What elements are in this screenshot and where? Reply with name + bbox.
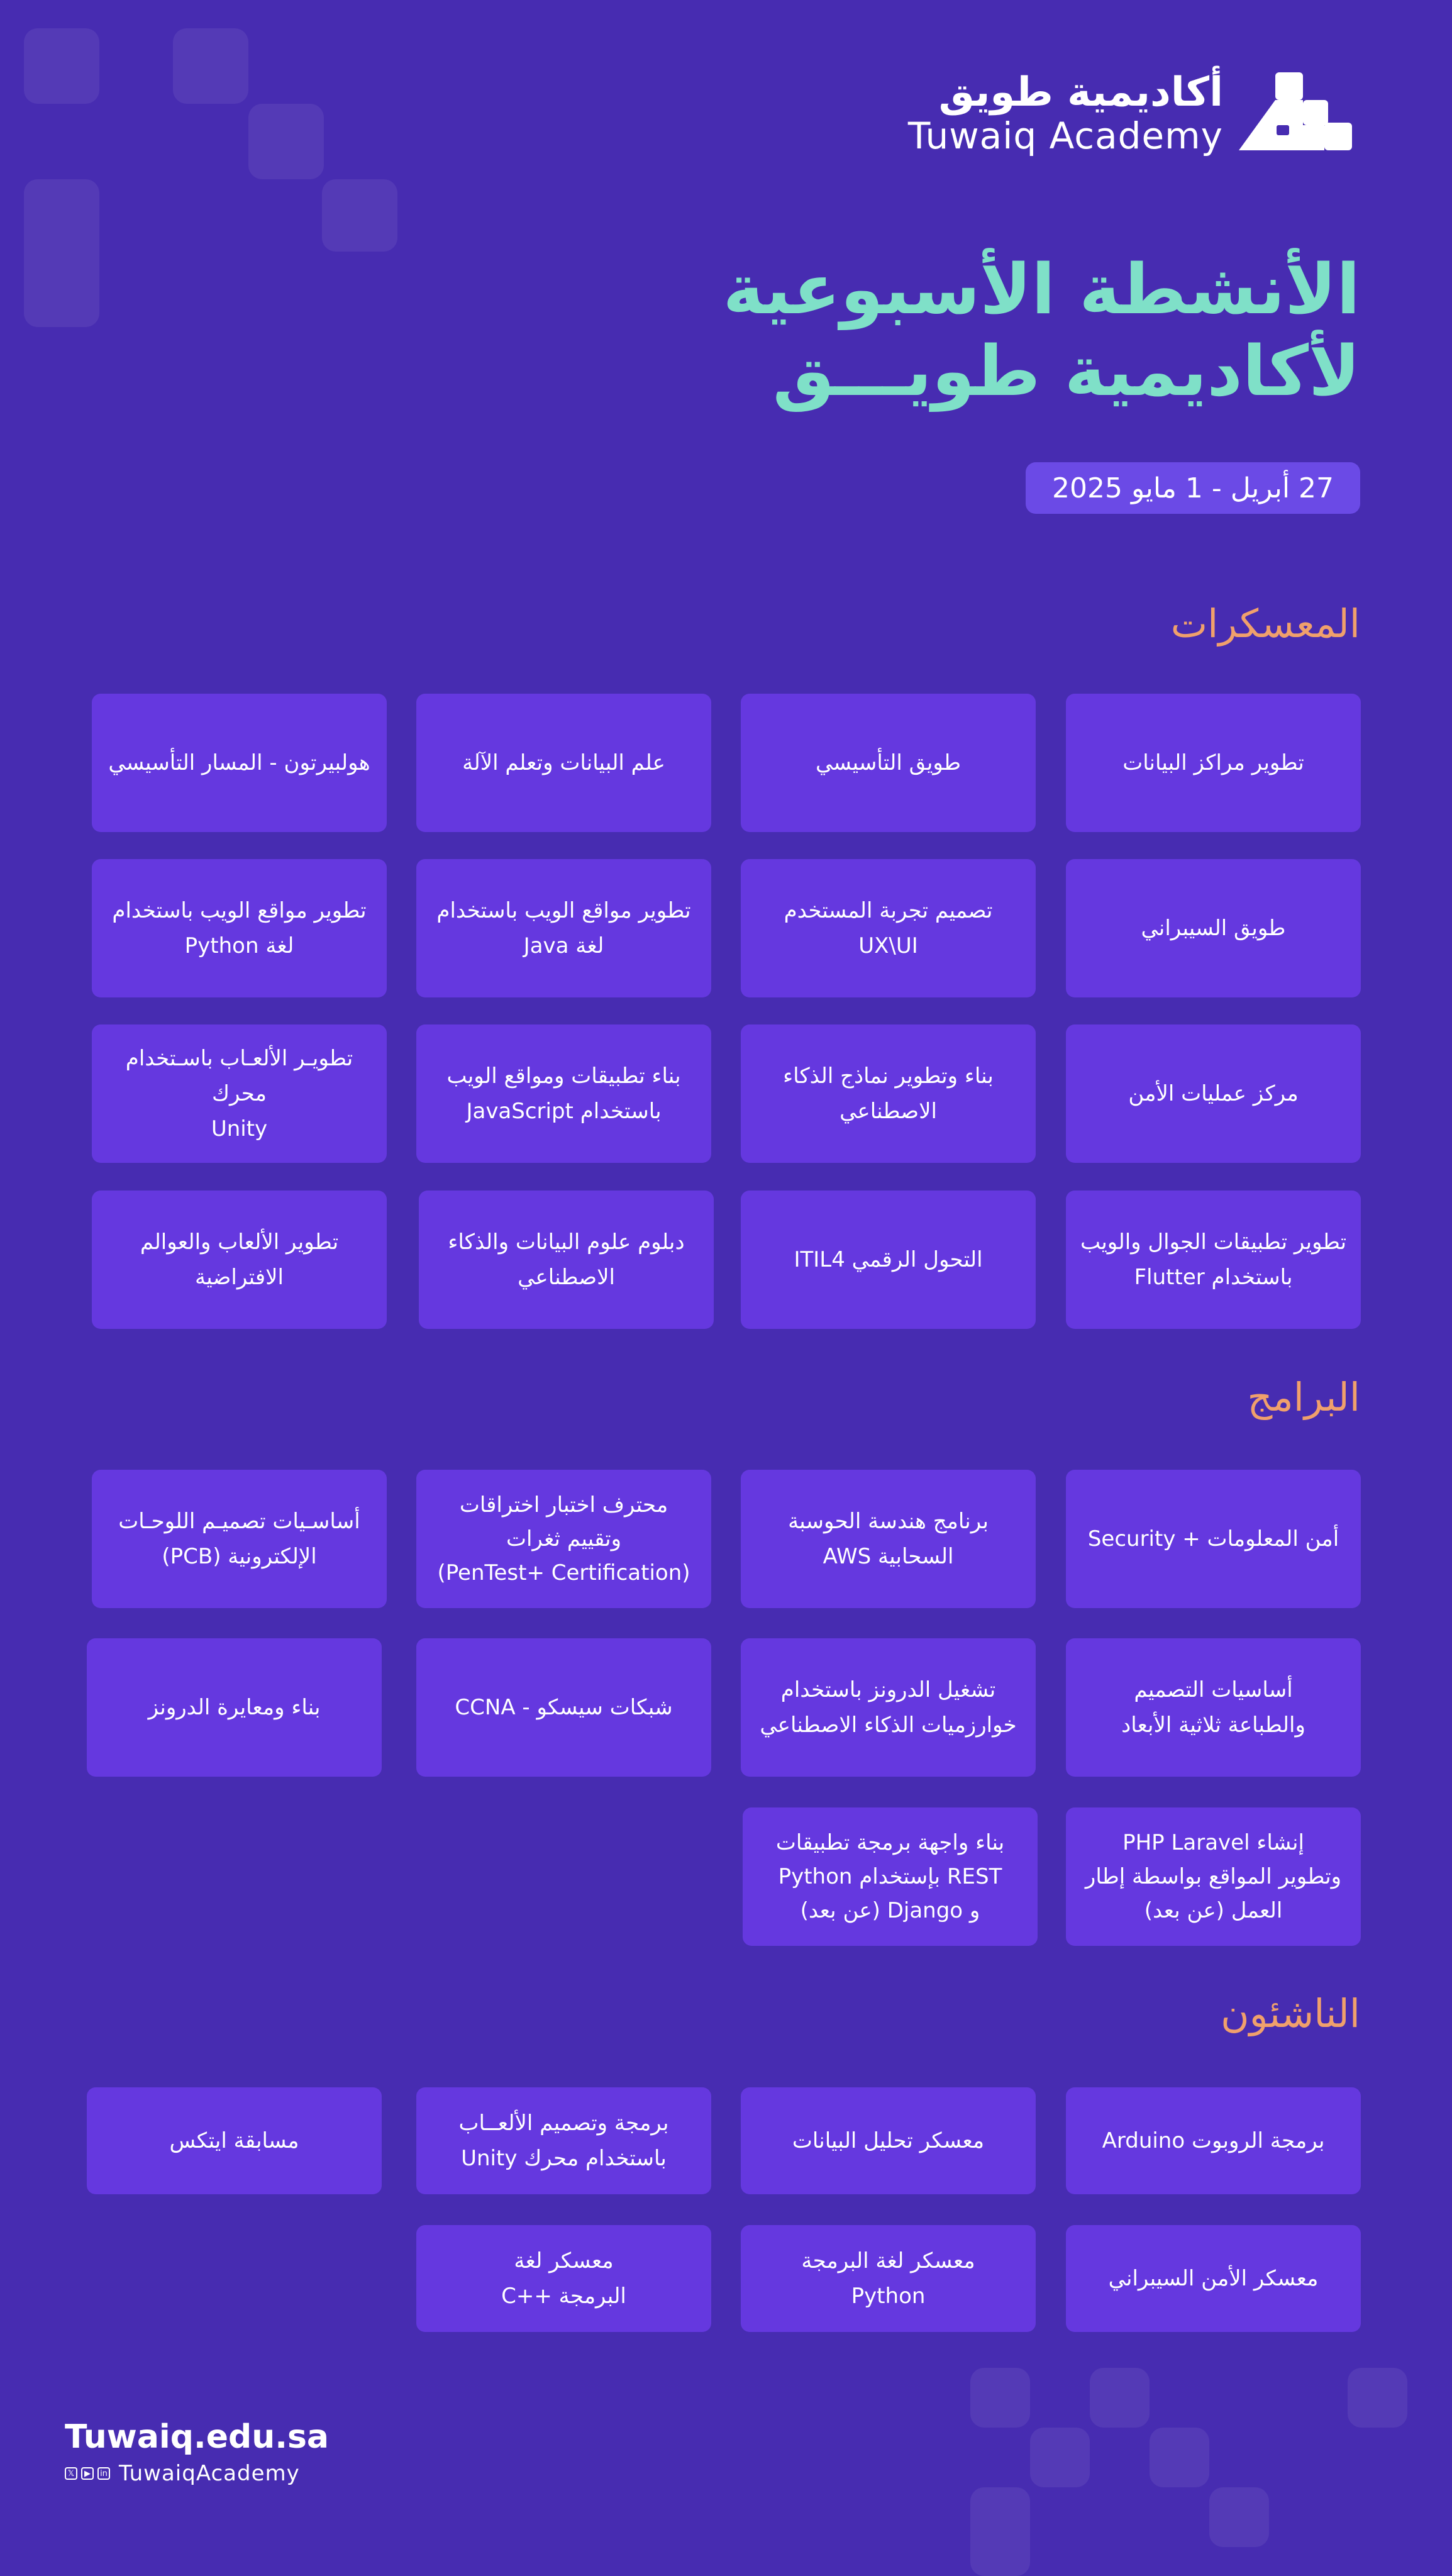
section-title-programs: البرامج xyxy=(1247,1374,1360,1420)
bootcamp-card[interactable]: علم البيانات وتعلم الآلة xyxy=(416,694,711,832)
bootcamp-card[interactable]: بناء وتطوير نماذج الذكاء الاصطناعي xyxy=(741,1024,1036,1163)
footer-social xyxy=(65,2461,300,2486)
youth-card[interactable]: معسكر تحليل البيانات xyxy=(741,2087,1036,2194)
program-card[interactable]: أساسـيات تصميـم اللوحـات الإلكترونية (PCB) xyxy=(92,1470,387,1608)
program-card[interactable]: بناء واجهة برمجة تطبيقات REST بإستخدام Python و Django (عن بعد) xyxy=(743,1807,1038,1946)
bootcamp-card[interactable]: هولبيرتون - المسار التأسيسي xyxy=(92,694,387,832)
program-card[interactable]: إنشاء PHP Laravel وتطوير المواقع بواسطة إطار العمل (عن بعد) xyxy=(1066,1807,1361,1946)
bootcamp-card[interactable]: دبلوم علوم البيانات والذكاء الاصطناعي xyxy=(419,1191,714,1329)
logo-arabic-text: أكاديمية طويق xyxy=(938,69,1223,116)
youth-card[interactable]: برمجة الروبوت Arduino xyxy=(1066,2087,1361,2194)
x-icon[interactable]: 𝕏 xyxy=(65,2467,77,2480)
bootcamp-card[interactable]: تطوير تطبيقات الجوال والويب باستخدام Flutter xyxy=(1066,1191,1361,1329)
footer-website-link[interactable]: Tuwaiq.edu.sa xyxy=(65,2418,330,2456)
bootcamp-card[interactable]: التحول الرقمي ITIL4 xyxy=(741,1191,1036,1329)
bootcamp-card[interactable]: بناء تطبيقات ومواقع الويب باستخدام JavaScript xyxy=(416,1024,711,1163)
bootcamp-card[interactable]: تطوير مواقع الويب باستخدام لغة Python xyxy=(92,859,387,997)
program-card[interactable]: أساسيات التصميم والطباعة ثلاثية الأبعاد xyxy=(1066,1638,1361,1777)
bootcamp-card[interactable]: تطوير مواقع الويب باستخدام لغة Java xyxy=(416,859,711,997)
bootcamp-card[interactable]: تطوير مراكز البيانات xyxy=(1066,694,1361,832)
program-card[interactable]: محترف اختبار اختراقات وتقييم ثغرات (PenTest+ Certification) xyxy=(416,1470,711,1608)
youth-card[interactable]: معسكر الأمن السيبراني xyxy=(1066,2225,1361,2332)
youth-card[interactable]: معسكر لغة البرمجة ++C xyxy=(416,2225,711,2332)
youth-card[interactable]: برمجة وتصميم الألعــاب باستخدام محرك Unity xyxy=(416,2087,711,2194)
youtube-icon[interactable]: ▶ xyxy=(81,2467,94,2480)
title-line-2: لأكاديمية طويـــق xyxy=(772,331,1360,411)
program-card[interactable]: بناء ومعايرة الدرونز xyxy=(87,1638,382,1777)
bootcamp-card[interactable]: تصميم تجربة المستخدم UX\UI xyxy=(741,859,1036,997)
bootcamp-card[interactable]: طويق التأسيسي xyxy=(741,694,1036,832)
bootcamp-card[interactable]: تطويـر الألعـاب باسـتخدام محرك Unity xyxy=(92,1024,387,1163)
program-card[interactable]: برنامج هندسة الحوسبة السحابية AWS xyxy=(741,1470,1036,1608)
section-title-bootcamps: المعسكرات xyxy=(1170,601,1360,647)
program-card[interactable]: تشغيل الدرونز باستخدام خوارزميات الذكاء الاصطناعي xyxy=(741,1638,1036,1777)
date-badge: 27 أبريل - 1 مايو 2025 xyxy=(1026,462,1360,514)
footer-social-handle[interactable]: TuwaiqAcademy xyxy=(119,2461,300,2486)
page-title xyxy=(723,248,1360,412)
youth-card[interactable]: مسابقة ايتكس xyxy=(87,2087,382,2194)
bootcamp-card[interactable]: تطوير الألعاب والعوالم الافتراضية xyxy=(92,1191,387,1329)
bootcamp-card[interactable]: طويق السيبراني xyxy=(1066,859,1361,997)
linkedin-icon[interactable]: in xyxy=(97,2467,110,2480)
logo-english-text: Tuwaiq Academy xyxy=(907,114,1223,157)
bootcamp-card[interactable]: مركز عمليات الأمن xyxy=(1066,1024,1361,1163)
title-line-1: الأنشطة الأسبوعية xyxy=(723,249,1360,330)
program-card[interactable]: شبكات سيسكو - CCNA xyxy=(416,1638,711,1777)
tuwaiq-mark-icon xyxy=(1239,72,1352,154)
program-card[interactable]: أمن المعلومات + Security xyxy=(1066,1470,1361,1608)
section-title-youth: الناشئون xyxy=(1221,1990,1360,2036)
tuwaiq-logo xyxy=(907,69,1352,157)
youth-card[interactable]: معسكر لغة البرمجة Python xyxy=(741,2225,1036,2332)
